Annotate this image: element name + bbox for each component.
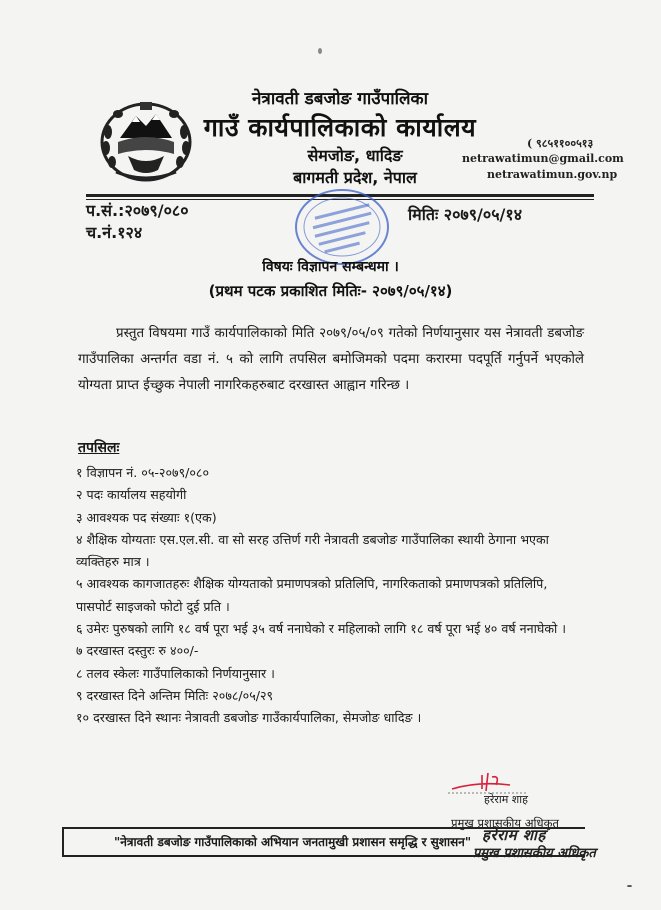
list-item: ८ तलव स्केलः गाउँपालिकाको निर्णयानुसार । [76, 665, 275, 681]
office-province: बागमती प्रदेश, नेपाल [293, 168, 417, 187]
office-location: सेमजोङ, धादिङ [307, 146, 403, 165]
paper-speck [627, 885, 632, 887]
publication-date-line: (प्रथम पटक प्रकाशित मितिः- २०७९/०५/१४) [208, 282, 453, 300]
paper-speck [318, 48, 322, 54]
details-heading: तपसिलः [78, 440, 120, 456]
footer-slogan: "नेत्रावती डबजोङ गाउँपालिकाको अभियान जनतामुखी प्रशासन समृद्धि र सुशासन" [114, 835, 472, 849]
list-item: १० दरखास्त दिने स्थानः नेत्रावती डबजोङ गाउँकार्यपालिका, सेमजोङ धादिङ । [76, 710, 422, 726]
list-item: ४ शैक्षिक योग्यताः एस.एल.सी. वा सो सरह उत्तिर्ण गरी नेत्रावती डबजोङ गाउँपालिका स्थायी ठेगाना भएका व्यक्तिहरु मात्र । [76, 531, 549, 570]
list-item: ६ उमेरः पुरुषको लागि १८ वर्ष पूरा भई ३५ वर्ष ननाघेको र महिलाको लागि १८ वर्ष पूरा भई ४० वर्ष ननाघेको । [76, 621, 567, 637]
email-address: netrawatimun@gmail.com [462, 152, 624, 165]
office-name: गाउँ कार्यपालिकाको कार्यालय [203, 113, 477, 142]
dispatch-number: च.नं.१२४ [86, 223, 143, 242]
website-address: netrawatimun.gov.np [487, 168, 618, 181]
letter-date: मितिः २०७९/०५/१४ [408, 205, 523, 224]
subject-line: विषयः विज्ञापन सम्बन्धमा । [262, 259, 399, 275]
list-item: ९ दरखास्त दिने अन्तिम मितिः २०७८/०५/२९ [76, 687, 274, 703]
signatory-name: हरेराम शाह [484, 793, 528, 806]
notice-body: प्रस्तुत विषयमा गाउँ कार्यपालिकाको मिति २०७९/०५/०९ गतेको निर्णयानुसार यस नेत्रावती डबजोङ गाउँपालिका अन्तर्गत वडा नं. ५ को लागि तपसिल बमोजिमको पदमा करारमा पदपूर्ति गर्नुपर्ने भएकोले योग्यता प्राप्त ईच्छुक नेपाली नागरिकहरुबाट दरखास्त आह्वान गरिन्छ । [78, 326, 584, 393]
list-item: १ विज्ञापन नं. ०५-२०७९/०८० [76, 465, 210, 480]
list-item: ३ आवश्यक पद संख्याः १(एक) [76, 509, 217, 525]
list-item: ५ आवश्यक कागजातहरुः शैक्षिक योग्यताको प्रमाणपत्रको प्रतिलिपि, नागरिकताको प्रमाणपत्रको प्रतिलिपि, पासपोर्ट साइजको फोटो दुई प्रति । [76, 576, 548, 614]
title-seal: प्रमुख प्रशासकीय अधिकृत [473, 846, 596, 861]
municipality-name: नेत्रावती डबजोङ गाउँपालिका [252, 89, 428, 109]
letter-number: प.सं.:२०७९/०८० [86, 201, 189, 220]
details-list [76, 462, 586, 730]
list-item: ७ दरखास्त दस्तुरः रु ४००/- [76, 643, 199, 659]
name-seal: हरेराम शाह [482, 826, 546, 844]
office-stamp [292, 186, 392, 268]
phone-number: ( ९८५११००५१३ [527, 137, 594, 150]
list-item: २ पदः कार्यालय सहयोगी [76, 487, 187, 503]
signatory-title: प्रमुख प्रशासकीय अधिकृत [451, 816, 559, 830]
